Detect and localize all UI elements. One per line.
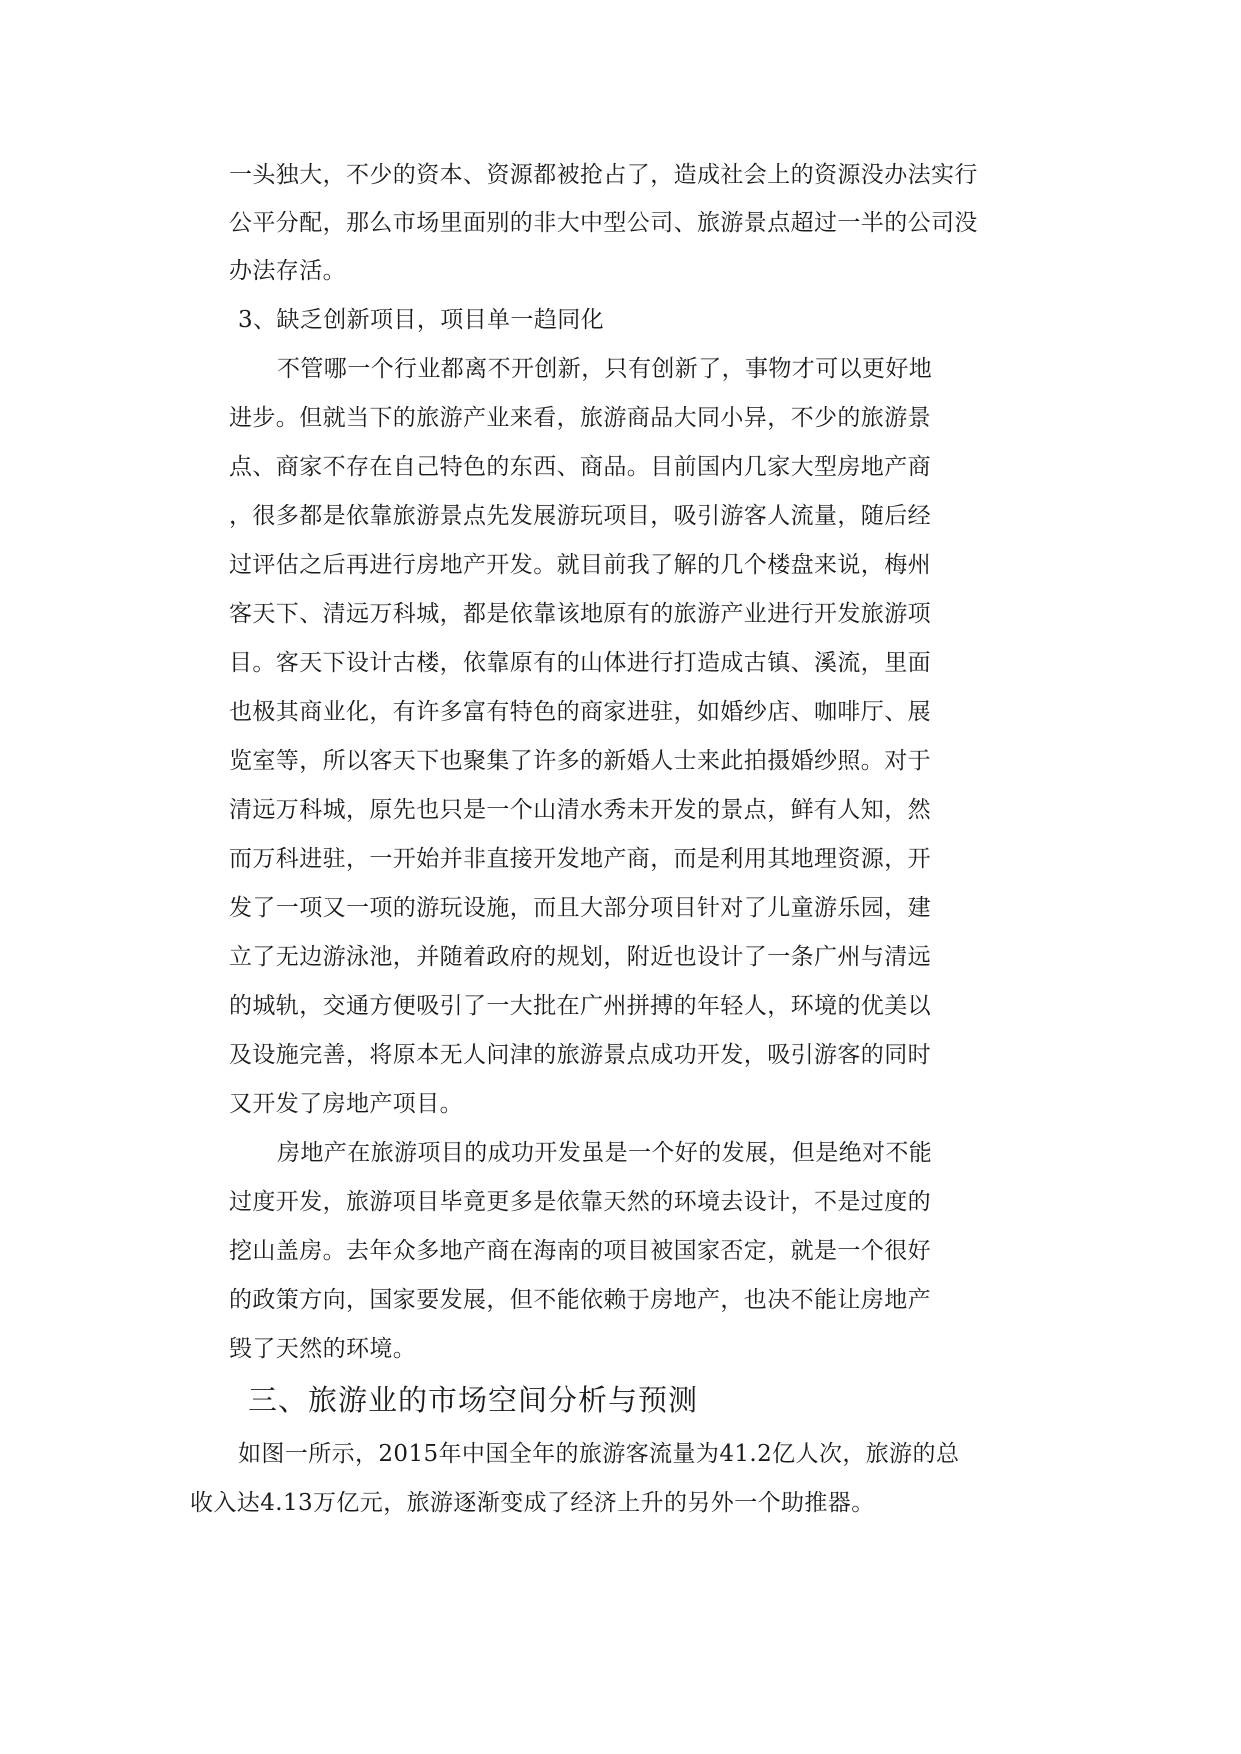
section-heading: 三、旅游业的市场空间分析与预测 [248, 1383, 699, 1417]
paragraph-2-line-11: 而万科进驻，一开始并非直接开发地产商，而是利用其地理资源，开 [229, 846, 931, 872]
paragraph-2-line-8: 也极其商业化，有许多富有特色的商家进驻，如婚纱店、咖啡厅、展 [229, 699, 931, 725]
paragraph-2-line-5: 过评估之后再进行房地产开发。就目前我了解的几个楼盘来说，梅州 [229, 552, 931, 578]
paragraph-3-line-4: 的政策方向，国家要发展，但不能依赖于房地产，也决不能让房地产 [229, 1287, 931, 1313]
paragraph-2-line-12: 发了一项又一项的游玩设施，而且大部分项目针对了儿童游乐园，建 [229, 895, 931, 921]
paragraph-4-line-1: 如图一所示，2015年中国全年的旅游客流量为41.2亿人次，旅游的总 [238, 1441, 960, 1467]
paragraph-3-line-3: 挖山盖房。去年众多地产商在海南的项目被国家否定，就是一个很好 [229, 1238, 931, 1264]
paragraph-2-line-10: 清远万科城，原先也只是一个山清水秀未开发的景点，鲜有人知，然 [229, 797, 931, 823]
paragraph-2-line-14: 的城轨，交通方便吸引了一大批在广州拼搏的年轻人，环境的优美以 [229, 993, 931, 1019]
subheading-3: 3、缺乏创新项目，项目单一趋同化 [238, 307, 605, 333]
paragraph-1-line-3: 办法存活。 [229, 258, 346, 284]
paragraph-2-line-16: 又开发了房地产项目。 [229, 1091, 463, 1117]
paragraph-2-line-6: 客天下、清远万科城，都是依靠该地原有的旅游产业进行开发旅游项 [229, 601, 931, 627]
paragraph-4-line-2: 收入达4.13万亿元，旅游逐渐变成了经济上升的另外一个助推器。 [190, 1490, 875, 1516]
paragraph-2-line-1: 不管哪一个行业都离不开创新，只有创新了，事物才可以更好地 [277, 356, 933, 382]
paragraph-1-line-2: 公平分配，那么市场里面别的非大中型公司、旅游景点超过一半的公司没 [229, 210, 978, 236]
paragraph-1-line-1: 一头独大，不少的资本、资源都被抢占了，造成社会上的资源没办法实行 [229, 162, 978, 188]
paragraph-2-line-2: 进步。但就当下的旅游产业来看，旅游商品大同小异，不少的旅游景 [229, 405, 931, 431]
paragraph-2-line-7: 目。客天下设计古楼，依靠原有的山体进行打造成古镇、溪流，里面 [229, 650, 931, 676]
paragraph-3-line-5: 毁了天然的环境。 [229, 1336, 417, 1362]
paragraph-2-line-4: ，很多都是依靠旅游景点先发展游玩项目，吸引游客人流量，随后经 [229, 503, 931, 529]
paragraph-3-line-2: 过度开发，旅游项目毕竟更多是依靠天然的环境去设计，不是过度的 [229, 1189, 931, 1215]
paragraph-3-line-1: 房地产在旅游项目的成功开发虽是一个好的发展，但是绝对不能 [277, 1140, 933, 1166]
paragraph-2-line-3: 点、商家不存在自己特色的东西、商品。目前国内几家大型房地产商 [229, 454, 931, 480]
paragraph-2-line-9: 览室等，所以客天下也聚集了许多的新婚人士来此拍摄婚纱照。对于 [229, 748, 931, 774]
paragraph-2-line-15: 及设施完善，将原本无人问津的旅游景点成功开发，吸引游客的同时 [229, 1042, 931, 1068]
paragraph-2-line-13: 立了无边游泳池，并随着政府的规划，附近也设计了一条广州与清远 [229, 944, 931, 970]
